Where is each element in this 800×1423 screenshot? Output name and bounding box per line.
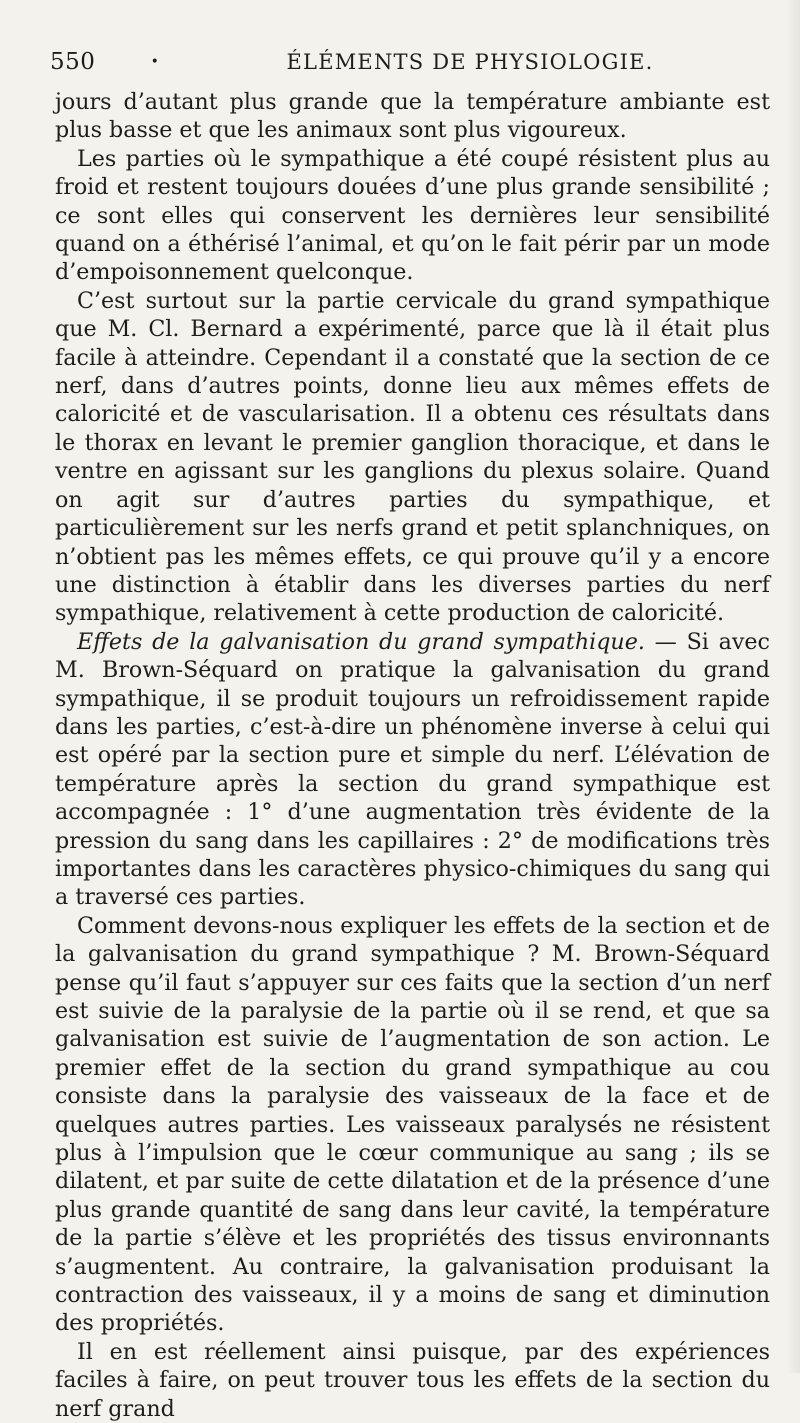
- section-heading: Effets de la galvanisation du grand sympathique.: [77, 628, 645, 655]
- paragraph: Les parties où le sympathique a été coupé résistent plus au froid et restent toujours douées d’une plus grande sensibilité ; ce sont elles qui conservent les dernières leur sensibilité quand on a éthérisé l’animal, et qu’on le fait périr par un mode d’empoisonnement quelconque.: [55, 145, 770, 286]
- page-header: [50, 42, 770, 82]
- paragraph: Il en est réellement ainsi puisque, par des expériences faciles à faire, on peut trouver tous les effets de la section du nerf grand: [55, 1338, 770, 1422]
- paragraph-text: — Si avec M. Brown-Séquard on pratique la galvanisation du grand sympathique, il se produit toujours un refroidissement rapide dans les parties, c’est-à-dire un phénomène inverse à celui qui est opéré par la section pure et simple du nerf. L’élévation de température après la section du grand sympathique est accompagnée : 1° d’une augmentation très évidente de la pression du sang dans les capillaires : 2° de modifications très importantes dans les caractères physico-chimiques du sang qui a traversé ces parties.: [55, 628, 770, 911]
- header-separator: •: [150, 54, 160, 70]
- page-edge-shadow: [786, 0, 800, 1373]
- body-text: [55, 88, 770, 1423]
- paragraph: Comment devons-nous expliquer les effets de la section et de la galvanisation du grand sympathique ? M. Brown-Séquard pense qu’il faut s’appuyer sur ces faits que la section d’un nerf est suivie de la paralysie de la partie où il se rend, et que sa galvanisation est suivie de l’augmentation de son action. Le premier effet de la section du grand sympathique au cou consiste dans la paralysie des vaisseaux de la face et de quelques autres parties. Les vaisseaux paralysés ne résistent plus à l’impulsion que le cœur communique au sang ; ils se dilatent, et par suite de cette dilatation et de la présence d’une plus grande quantité de sang dans leur cavité, la température de la partie s’élève et les propriétés des tissus environnants s’augmentent. Au contraire, la galvanisation produisant la contraction des vaisseaux, il y a moins de sang et diminution des propriétés.: [55, 912, 770, 1337]
- page-number: 550: [50, 49, 96, 75]
- paragraph: jours d’autant plus grande que la température ambiante est plus basse et que les animaux sont plus vigoureux.: [55, 89, 770, 144]
- paragraph: [55, 628, 770, 912]
- running-title: ÉLÉMENTS DE PHYSIOLOGIE.: [286, 50, 654, 74]
- paragraph: C’est surtout sur la partie cervicale du grand sympathique que M. Cl. Bernard a expérimenté, parce que là il était plus facile à atteindre. Cependant il a constaté que la section de ce nerf, dans d’autres points, donne lieu aux mêmes effets de caloricité et de vascularisation. Il a obtenu ces résultats dans le thorax en levant le premier ganglion thoracique, et dans le ventre en agissant sur les ganglions du plexus solaire. Quand on agit sur d’autres parties du sympathique, et particulièrement sur les nerfs grand et petit splanchniques, on n’obtient pas les mêmes effets, ce qui prouve qu’il y a encore une distinction à établir dans les diverses parties du nerf sympathique, relativement à cette production de caloricité.: [55, 287, 770, 627]
